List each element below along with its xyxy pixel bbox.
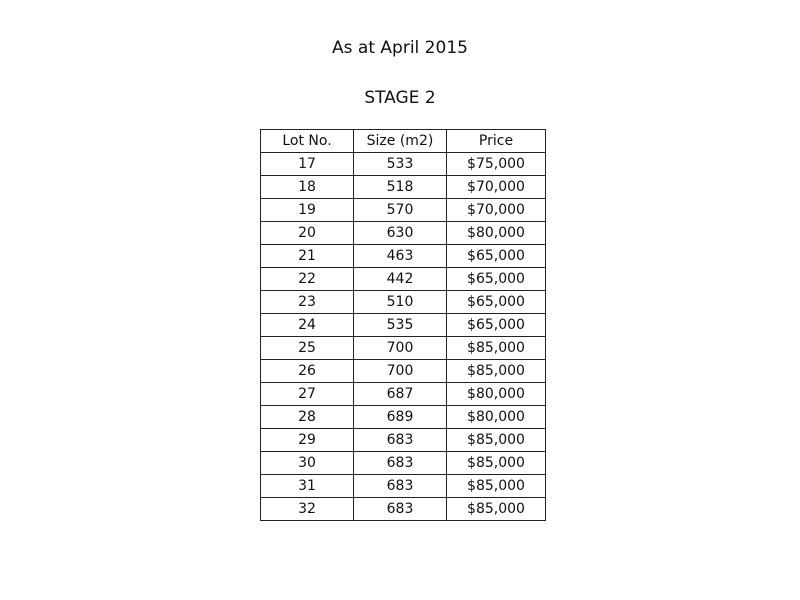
stage-heading: STAGE 2 <box>364 88 436 108</box>
lot-size-cell: 683 <box>354 475 447 498</box>
lot-number-cell: 27 <box>261 383 354 406</box>
lot-number-cell: 28 <box>261 406 354 429</box>
table-row <box>261 337 546 360</box>
lot-price-cell: $85,000 <box>447 429 546 452</box>
lot-size-cell: 700 <box>354 337 447 360</box>
lot-size-cell: 689 <box>354 406 447 429</box>
lot-price-cell: $80,000 <box>447 222 546 245</box>
table-row <box>261 498 546 521</box>
lot-price-cell: $85,000 <box>447 337 546 360</box>
table-row <box>261 314 546 337</box>
lot-number-cell: 29 <box>261 429 354 452</box>
table-row <box>261 176 546 199</box>
table-row <box>261 383 546 406</box>
table-row <box>261 406 546 429</box>
lot-size-cell: 683 <box>354 429 447 452</box>
lot-price-cell: $70,000 <box>447 199 546 222</box>
table-row <box>261 452 546 475</box>
lot-price-cell: $70,000 <box>447 176 546 199</box>
lot-price-cell: $85,000 <box>447 360 546 383</box>
table-row <box>261 199 546 222</box>
table-row <box>261 153 546 176</box>
lot-number-cell: 20 <box>261 222 354 245</box>
lot-size-cell: 683 <box>354 498 447 521</box>
lot-size-cell: 518 <box>354 176 447 199</box>
lot-number-cell: 21 <box>261 245 354 268</box>
table-row <box>261 268 546 291</box>
lot-size-cell: 700 <box>354 360 447 383</box>
lot-size-cell: 687 <box>354 383 447 406</box>
lot-size-cell: 533 <box>354 153 447 176</box>
column-header-size: Size (m2) <box>354 130 447 153</box>
lot-number-cell: 24 <box>261 314 354 337</box>
lot-price-cell: $85,000 <box>447 498 546 521</box>
column-header-price: Price <box>447 130 546 153</box>
lot-size-cell: 442 <box>354 268 447 291</box>
lot-price-cell: $80,000 <box>447 406 546 429</box>
lot-number-cell: 18 <box>261 176 354 199</box>
lot-price-cell: $75,000 <box>447 153 546 176</box>
lot-price-cell: $65,000 <box>447 314 546 337</box>
lot-size-cell: 570 <box>354 199 447 222</box>
table-header-row <box>261 130 546 153</box>
column-header-lot-no: Lot No. <box>261 130 354 153</box>
document-date-heading: As at April 2015 <box>332 38 468 58</box>
table-row <box>261 429 546 452</box>
lot-number-cell: 26 <box>261 360 354 383</box>
table-row <box>261 245 546 268</box>
lot-price-table <box>260 129 546 521</box>
lot-number-cell: 19 <box>261 199 354 222</box>
table-row <box>261 360 546 383</box>
table-row <box>261 475 546 498</box>
lot-number-cell: 23 <box>261 291 354 314</box>
table-row <box>261 222 546 245</box>
lot-size-cell: 510 <box>354 291 447 314</box>
lot-price-cell: $85,000 <box>447 475 546 498</box>
lot-number-cell: 17 <box>261 153 354 176</box>
lot-size-cell: 630 <box>354 222 447 245</box>
table-row <box>261 291 546 314</box>
lot-size-cell: 683 <box>354 452 447 475</box>
lot-size-cell: 535 <box>354 314 447 337</box>
lot-number-cell: 30 <box>261 452 354 475</box>
lot-number-cell: 22 <box>261 268 354 291</box>
lot-price-cell: $85,000 <box>447 452 546 475</box>
lot-size-cell: 463 <box>354 245 447 268</box>
lot-number-cell: 25 <box>261 337 354 360</box>
lot-price-cell: $80,000 <box>447 383 546 406</box>
lot-price-cell: $65,000 <box>447 245 546 268</box>
lot-number-cell: 32 <box>261 498 354 521</box>
lot-price-cell: $65,000 <box>447 268 546 291</box>
lot-number-cell: 31 <box>261 475 354 498</box>
lot-price-cell: $65,000 <box>447 291 546 314</box>
